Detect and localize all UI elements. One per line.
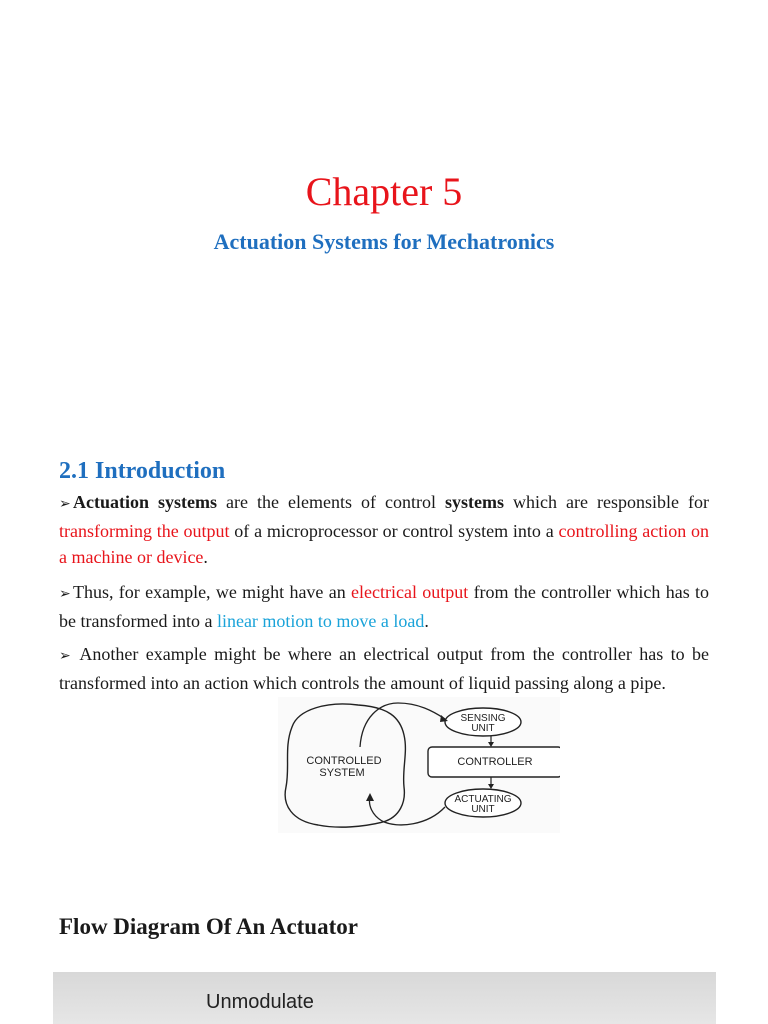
arrow-bullet-icon: ➢ <box>59 648 71 664</box>
flow-diagram-image <box>53 972 716 1024</box>
bullet-example-electrical: ➢ Thus, for example, we might have an electrical output from the controller which has to be transformed into a linear motion to move a load. <box>59 582 709 631</box>
arrow-bullet-icon: ➢ <box>59 496 71 512</box>
bullet-actuation-systems: ➢ Actuation systems are the elements of control systems which are responsible for transforming the output of a microprocessor or control system into a controlling action on a machine or device. <box>59 492 710 567</box>
flow-diagram-label: Unmodulate <box>206 991 314 1013</box>
bullet-example-liquid: ➢ Another example might be where an electrical output from the controller has to be transformed into an action which controls the amount of liquid passing along a pipe. <box>59 644 709 693</box>
sensing-unit-label-1: SENSING <box>460 713 506 724</box>
control-loop-diagram <box>278 697 560 833</box>
controller-label: CONTROLLER <box>457 756 533 768</box>
chapter-subtitle: Actuation Systems for Mechatronics <box>213 229 555 254</box>
flow-diagram-heading: Flow Diagram Of An Actuator <box>59 914 358 939</box>
arrow-bullet-icon: ➢ <box>59 586 71 602</box>
actuating-unit-label-2: UNIT <box>471 804 495 815</box>
controlled-system-label-1: CONTROLLED <box>306 755 382 767</box>
sensing-unit-label-2: UNIT <box>471 723 495 734</box>
actuating-unit-label-1: ACTUATING <box>454 794 512 805</box>
chapter-title: Chapter 5 <box>305 169 463 214</box>
controlled-system-label-2: SYSTEM <box>319 767 365 779</box>
section-heading: 2.1 Introduction <box>59 458 226 484</box>
